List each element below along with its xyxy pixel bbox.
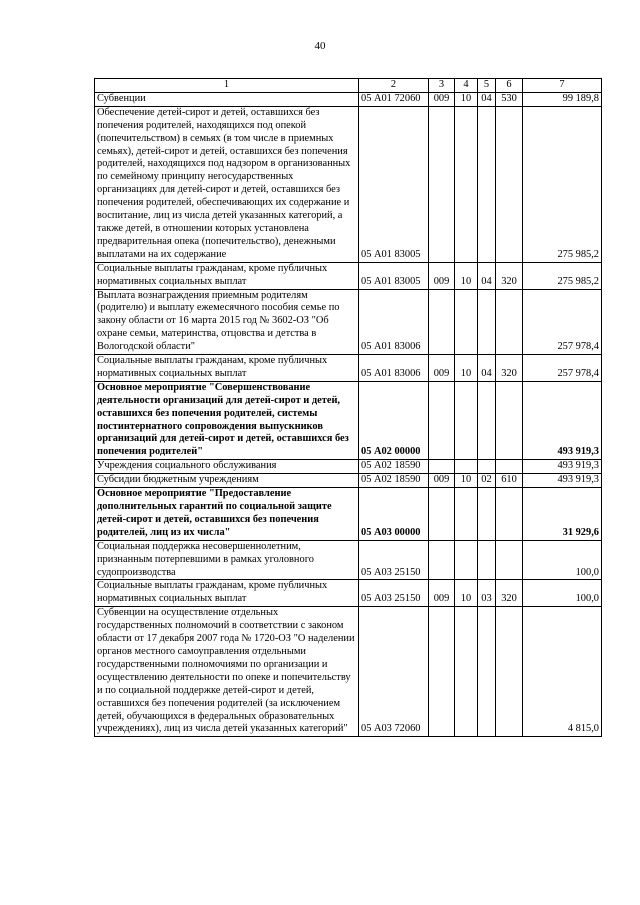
row-admin <box>429 106 455 262</box>
header-col-3: 3 <box>429 79 455 93</box>
row-subsection: 03 <box>478 580 496 607</box>
row-section <box>455 381 478 459</box>
table-row <box>95 607 602 737</box>
table-row <box>95 540 602 580</box>
row-name: Выплата вознаграждения приемным родителям (родителю) и выплату ежемесячного пособия семье по закону области от 16 марта 2015 год № 3602-ОЗ "Об охране семьи, материнства, отцовства и детства в Вологодской области" <box>95 289 359 355</box>
row-name: Учреждения социального обслуживания <box>95 460 359 474</box>
row-expense-type: 320 <box>496 262 523 289</box>
row-code: 05 А02 00000 <box>359 381 429 459</box>
row-amount: 493 919,3 <box>523 460 602 474</box>
row-admin <box>429 540 455 580</box>
row-amount: 257 978,4 <box>523 355 602 382</box>
row-subsection <box>478 540 496 580</box>
row-code: 05 А03 00000 <box>359 488 429 541</box>
row-section <box>455 540 478 580</box>
row-section: 10 <box>455 92 478 106</box>
row-code: 05 А01 83006 <box>359 355 429 382</box>
table-row <box>95 460 602 474</box>
row-admin: 009 <box>429 355 455 382</box>
row-admin <box>429 607 455 737</box>
row-expense-type <box>496 460 523 474</box>
row-expense-type: 610 <box>496 474 523 488</box>
row-name: Субвенции <box>95 92 359 106</box>
row-admin <box>429 289 455 355</box>
row-expense-type <box>496 607 523 737</box>
row-name: Обеспечение детей-сирот и детей, оставшихся без попечения родителей, находящихся под опекой (попечительством) в семьях (в том числе в приемных семьях), детей-сирот и детей, оставшихся без попечения родителей, находящихся под надзором в организованных по семейному принципу негосударственных организациях для детей-сирот и детей, оставшихся без попечения родителей, обеспечивающих их содержание и воспитание, лиц из числа детей указанных категорий, а также детей, в отношении которых установлена предварительная опека (попечительство), денежными выплатами на их содержание <box>95 106 359 262</box>
header-col-1: 1 <box>95 79 359 93</box>
table-row <box>95 488 602 541</box>
row-admin <box>429 460 455 474</box>
row-name: Социальные выплаты гражданам, кроме публичных нормативных социальных выплат <box>95 580 359 607</box>
row-amount: 100,0 <box>523 580 602 607</box>
row-section <box>455 488 478 541</box>
row-expense-type: 320 <box>496 355 523 382</box>
row-subsection <box>478 460 496 474</box>
page-number: 40 <box>314 40 326 52</box>
row-amount: 493 919,3 <box>523 381 602 459</box>
row-expense-type <box>496 381 523 459</box>
header-col-7: 7 <box>523 79 602 93</box>
row-name: Социальные выплаты гражданам, кроме публичных нормативных социальных выплат <box>95 262 359 289</box>
row-subsection <box>478 488 496 541</box>
header-col-4: 4 <box>455 79 478 93</box>
row-amount: 100,0 <box>523 540 602 580</box>
header-col-5: 5 <box>478 79 496 93</box>
budget-table <box>94 78 602 737</box>
row-subsection: 04 <box>478 262 496 289</box>
row-code: 05 А03 25150 <box>359 580 429 607</box>
row-name: Социальная поддержка несовершеннолетним, признанным потерпевшими в рамках уголовного судопроизводства <box>95 540 359 580</box>
row-admin <box>429 488 455 541</box>
table-row <box>95 381 602 459</box>
row-name: Субвенции на осуществление отдельных государственных полномочий в соответствии с законом области от 17 декабря 2007 года № 1720-ОЗ "О наделении органов местного самоуправления отдельными государственными полномочиями по организации и осуществлению деятельности по опеке и попечительству и по социальной поддержке детей-сирот и детей, оставшихся без попечения родителей (за исключением детей, обучающихся в федеральных образовательных учреждениях), лиц из числа детей указанных категорий" <box>95 607 359 737</box>
row-expense-type <box>496 540 523 580</box>
row-section <box>455 460 478 474</box>
row-section: 10 <box>455 474 478 488</box>
table-row <box>95 289 602 355</box>
row-name: Социальные выплаты гражданам, кроме публичных нормативных социальных выплат <box>95 355 359 382</box>
row-section: 10 <box>455 355 478 382</box>
row-subsection: 04 <box>478 355 496 382</box>
row-amount: 31 929,6 <box>523 488 602 541</box>
row-subsection <box>478 289 496 355</box>
row-code: 05 А03 72060 <box>359 607 429 737</box>
row-expense-type: 320 <box>496 580 523 607</box>
row-section: 10 <box>455 262 478 289</box>
row-section <box>455 607 478 737</box>
row-name: Основное мероприятие "Совершенствование деятельности организаций для детей-сирот и детей, оставшихся без попечения родителей, системы постинтернатного сопровождения выпускников организаций для детей-сирот и детей, оставшихся без попечения родителей" <box>95 381 359 459</box>
row-code: 05 А02 18590 <box>359 460 429 474</box>
row-amount: 275 985,2 <box>523 106 602 262</box>
row-name: Основное мероприятие "Предоставление дополнительных гарантий по социальной защите детей-сирот и детей, оставшихся без попечения родителей, лиц из их числа" <box>95 488 359 541</box>
row-subsection <box>478 106 496 262</box>
row-section: 10 <box>455 580 478 607</box>
row-admin <box>429 381 455 459</box>
table-row <box>95 355 602 382</box>
table-header <box>95 79 602 93</box>
table-row <box>95 106 602 262</box>
row-admin: 009 <box>429 580 455 607</box>
row-code: 05 А02 18590 <box>359 474 429 488</box>
row-section <box>455 289 478 355</box>
row-expense-type <box>496 488 523 541</box>
row-section <box>455 106 478 262</box>
table-row <box>95 92 602 106</box>
row-subsection <box>478 607 496 737</box>
row-subsection: 04 <box>478 92 496 106</box>
row-amount: 257 978,4 <box>523 289 602 355</box>
row-expense-type <box>496 289 523 355</box>
row-code: 05 А01 83006 <box>359 289 429 355</box>
row-amount: 275 985,2 <box>523 262 602 289</box>
row-expense-type <box>496 106 523 262</box>
table-row <box>95 474 602 488</box>
row-name: Субсидии бюджетным учреждениям <box>95 474 359 488</box>
header-col-2: 2 <box>359 79 429 93</box>
row-code: 05 А01 83005 <box>359 262 429 289</box>
row-admin: 009 <box>429 474 455 488</box>
row-amount: 4 815,0 <box>523 607 602 737</box>
row-admin: 009 <box>429 262 455 289</box>
row-code: 05 А03 25150 <box>359 540 429 580</box>
row-subsection: 02 <box>478 474 496 488</box>
table-row <box>95 262 602 289</box>
row-amount: 493 919,3 <box>523 474 602 488</box>
row-admin: 009 <box>429 92 455 106</box>
row-code: 05 А01 83005 <box>359 106 429 262</box>
row-expense-type: 530 <box>496 92 523 106</box>
row-subsection <box>478 381 496 459</box>
header-col-6: 6 <box>496 79 523 93</box>
row-code: 05 А01 72060 <box>359 92 429 106</box>
table-body <box>95 92 602 736</box>
table-row <box>95 580 602 607</box>
row-amount: 99 189,8 <box>523 92 602 106</box>
